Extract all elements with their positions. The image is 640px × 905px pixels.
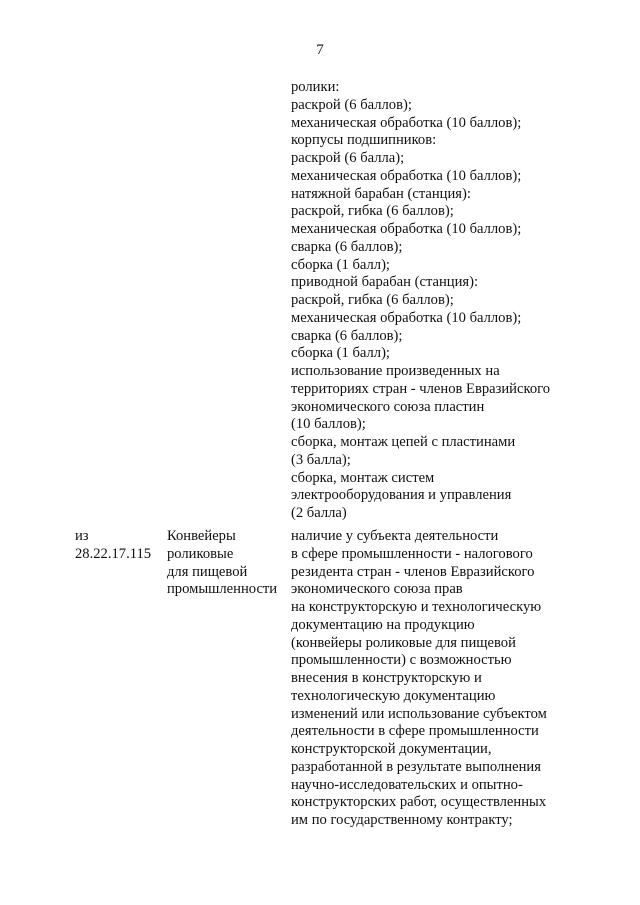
requirement-line: им по государственному контракту; <box>291 812 513 828</box>
text-line: приводной барабан (станция): <box>291 274 479 291</box>
text-line: сварка (6 баллов); <box>291 238 403 255</box>
text-line: сварка (6 баллов); <box>291 327 403 344</box>
product-name-cell <box>167 528 277 599</box>
text-line: механическая обработка (10 баллов); <box>291 167 522 184</box>
requirement-line: на конструкторскую и технологическую <box>291 599 542 615</box>
requirement-line: внесения в конструкторскую и <box>291 670 482 686</box>
text-line: раскрой (6 балла); <box>291 150 405 166</box>
text-line: территориях стран - членов Евразийского <box>291 380 551 397</box>
text-line: сборка, монтаж систем <box>291 469 435 486</box>
requirement-line: резидента стран - членов Евразийского <box>291 563 535 580</box>
text-line: сборка (1 балл); <box>291 256 390 273</box>
product-name-line: Конвейеры <box>167 528 236 544</box>
requirement-line: документацию на продукцию <box>291 616 475 633</box>
page-number: 7 <box>316 42 324 58</box>
product-name-line: роликовые <box>167 545 234 562</box>
requirement-line: разработанной в результате выполнения <box>291 758 541 775</box>
requirement-line: (конвейеры роликовые для пищевой <box>291 634 516 651</box>
text-line: экономического союза пластин <box>291 398 485 415</box>
product-code-line: 28.22.17.115 <box>75 545 152 562</box>
text-line: сборка (1 балл); <box>291 345 390 362</box>
requirement-line: научно-исследовательских и опытно- <box>291 776 523 793</box>
requirement-line: изменений или использование субъектом <box>291 705 547 722</box>
text-line: раскрой, гибка (6 баллов); <box>291 203 454 220</box>
text-line: (2 балла) <box>291 505 347 521</box>
text-line: механическая обработка (10 баллов); <box>291 221 522 237</box>
product-code-cell <box>75 528 151 564</box>
product-code-line: из <box>75 528 89 544</box>
text-line: натяжной барабан (станция): <box>291 185 471 202</box>
text-line: механическая обработка (10 баллов); <box>291 309 522 326</box>
requirement-line: экономического союза прав <box>291 581 463 598</box>
text-line: (3 балла); <box>291 451 351 468</box>
requirement-line: технологическую документацию <box>291 687 496 704</box>
text-line: ролики: <box>291 79 340 95</box>
text-line: корпусы подшипников: <box>291 132 437 149</box>
product-name-line: промышленности <box>167 581 278 598</box>
requirement-line: конструкторской документации, <box>291 741 492 757</box>
text-line: (10 баллов); <box>291 416 366 433</box>
text-line: раскрой, гибка (6 баллов); <box>291 292 454 308</box>
text-line: раскрой (6 баллов); <box>291 96 412 113</box>
requirement-line: наличие у субъекта деятельности <box>291 528 499 544</box>
requirement-line: в сфере промышленности - налогового <box>291 545 533 562</box>
text-line: сборка, монтаж цепей с пластинами <box>291 434 516 450</box>
requirement-line: конструкторских работ, осуществленных <box>291 794 547 811</box>
text-line: электрооборудования и управления <box>291 487 512 504</box>
requirement-line: промышленности) с возможностью <box>291 652 512 669</box>
product-name-line: для пищевой <box>167 563 248 580</box>
requirement-line: деятельности в сфере промышленности <box>291 723 539 740</box>
text-line: механическая обработка (10 баллов); <box>291 114 522 131</box>
continuation-block <box>291 79 550 523</box>
text-line: использование произведенных на <box>291 363 500 379</box>
requirements-cell <box>291 528 547 830</box>
